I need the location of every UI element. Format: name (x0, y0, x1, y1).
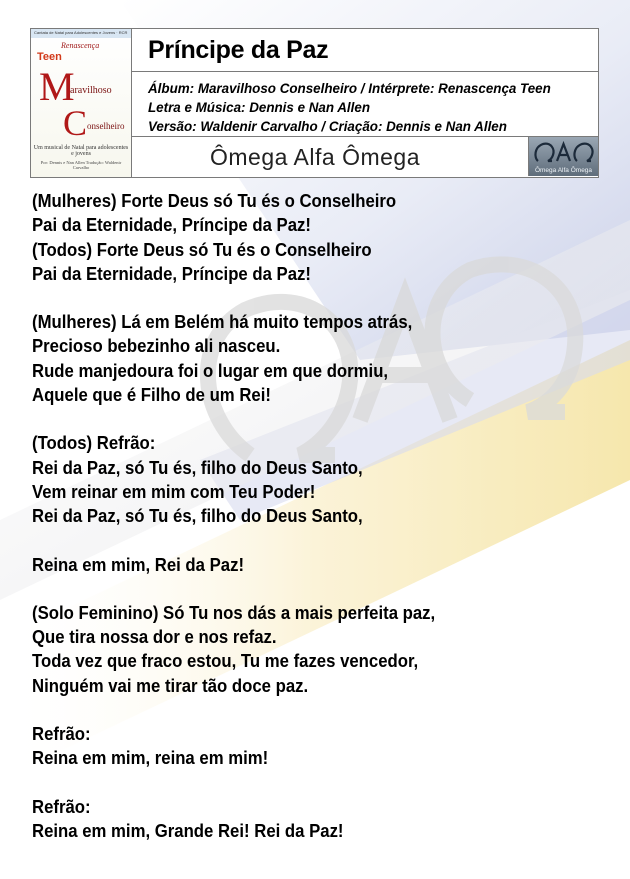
lyric-line: Rei da Paz, só Tu és, filho do Deus Santo, (32, 506, 363, 527)
lyric-line: (Mulheres) Lá em Belém há muito tempos atrás, (32, 312, 413, 333)
lyric-line: Refrão: (32, 724, 91, 745)
meta-lyrics-music: Letra e Música: Dennis e Nan Allen (148, 100, 370, 115)
cover-teen: Teen (37, 51, 62, 63)
lyric-line: Precioso bebezinho ali nasceu. (32, 336, 281, 357)
lyric-line: Rude manjedoura foi o lugar em que dormiu, (32, 360, 389, 381)
lyric-line: (Solo Feminino) Só Tu nos dás a mais perfeita paz, (32, 602, 436, 623)
cover-initial-m: M (39, 64, 75, 109)
cover-maravilhoso: aravilhoso (70, 85, 112, 96)
stanza (32, 722, 612, 771)
cover-initial-c: C (63, 103, 88, 143)
stanza (32, 553, 612, 577)
omega-alfa-omega-logo-icon (533, 139, 594, 165)
lyrics (32, 189, 612, 867)
lyric-line: Reina em mim, Rei da Paz! (32, 554, 245, 575)
logo-caption: Ômega Alfa Ômega (534, 167, 593, 174)
song-title: Príncipe da Paz (148, 35, 329, 64)
stanza (32, 431, 612, 528)
album-cover (31, 29, 132, 177)
cover-top-text: Cantata de Natal para Adolescentes e Jovens · RCR (34, 30, 128, 35)
brand-row (132, 137, 598, 177)
title-row (132, 29, 598, 72)
stanza (32, 189, 612, 286)
stanza (32, 601, 612, 698)
lyric-line: (Todos) Refrão: (32, 433, 156, 454)
cover-renascenca: Renascença (61, 41, 100, 50)
cover-authors: Por: Dennis e Nan Allen Tradução: Waldenir Carvalho (40, 160, 122, 170)
meta-version: Versão: Waldenir Carvalho / Criação: Dennis e Nan Allen (148, 119, 507, 134)
song-info (132, 29, 598, 177)
lyric-line: Rei da Paz, só Tu és, filho do Deus Santo, (32, 457, 363, 478)
song-header (30, 28, 599, 178)
lyric-line: Vem reinar em mim com Teu Poder! (32, 481, 316, 502)
lyric-line: Reina em mim, reina em mim! (32, 748, 269, 769)
lyric-line: (Todos) Forte Deus só Tu és o Conselheiro (32, 239, 372, 260)
stanza (32, 795, 612, 844)
lyric-line: Reina em mim, Grande Rei! Rei da Paz! (32, 820, 344, 841)
lyric-line: Ninguém vai me tirar tão doce paz. (32, 675, 309, 696)
stanza (32, 310, 612, 407)
cover-conselheiro: onselheiro (87, 121, 125, 131)
lyric-line: Toda vez que fraco estou, Tu me fazes vencedor, (32, 651, 419, 672)
lyric-line: Aquele que é Filho de um Rei! (32, 385, 271, 406)
song-meta (132, 72, 598, 137)
lyric-line: Refrão: (32, 796, 91, 817)
lyric-line: Pai da Eternidade, Príncipe da Paz! (32, 215, 311, 236)
cover-description: Um musical de Natal para adolescentes e jovens (33, 145, 129, 158)
brand-logo (528, 137, 598, 176)
brand-name: Ômega Alfa Ômega (210, 144, 420, 170)
lyric-line: (Mulheres) Forte Deus só Tu és o Conselheiro (32, 191, 397, 211)
lyric-line: Que tira nossa dor e nos refaz. (32, 627, 277, 648)
lyric-line: Pai da Eternidade, Príncipe da Paz! (32, 263, 311, 284)
meta-album: Álbum: Maravilhoso Conselheiro / Intérprete: Renascença Teen (148, 81, 551, 96)
